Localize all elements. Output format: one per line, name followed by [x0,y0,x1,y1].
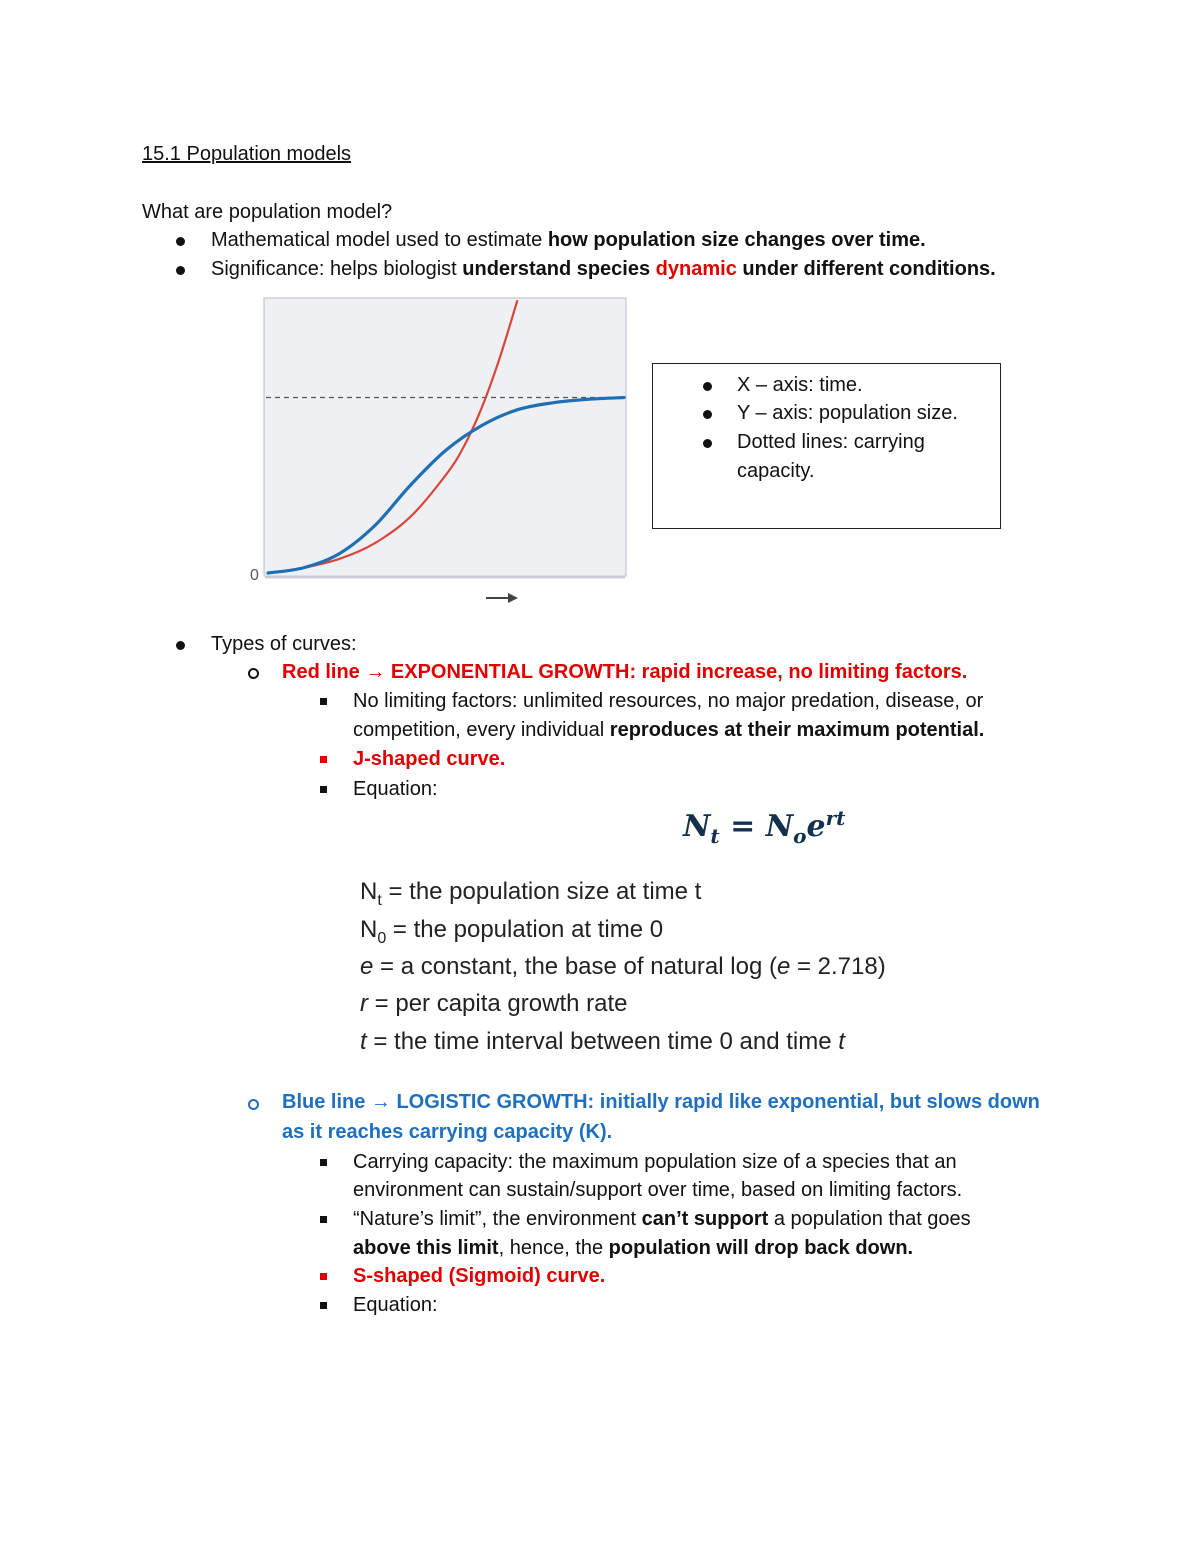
def-sym: t [360,1028,367,1055]
legend-y-axis: Y – axis: population size. [737,402,958,424]
blue-point-2-plain2: a population that goes [768,1208,971,1230]
plot-area [264,298,626,576]
eq-e: e [806,809,826,844]
red-point-1-plain: competition, every individual [353,719,610,741]
square-bullet [320,698,327,705]
eq-exp: rt [825,806,846,830]
square-bullet [320,786,327,793]
eq-lhs-sub: t [710,824,720,848]
bullet-dot [703,382,712,391]
blue-point-2-bold1: can’t support [641,1208,769,1230]
eq-lhs: N [683,809,711,844]
def-text: = the population at time 0 [386,916,664,943]
eq-equals: = [719,809,766,844]
def-text: = the population size at time t [381,878,702,905]
intro-bullet-1-bold: how population size changes over time. [547,229,926,251]
definition-t [360,1028,845,1056]
def-sub: 0 [377,929,387,947]
bullet-dot [176,266,185,275]
arrow-right-icon: → [370,1091,391,1113]
red-point-1-line2 [353,719,984,742]
blue-point-2-line2 [353,1237,913,1260]
j-shaped-label: J-shaped curve. [353,748,506,770]
blue-point-1-line1: Carrying capacity: the maximum population size of a species that an [353,1151,957,1173]
definition-nt [360,878,701,910]
sub-bullet-circle [248,1099,259,1110]
intro-bullet-1-plain: Mathematical model used to estimate [211,229,548,251]
s-shaped-label: S-shaped (Sigmoid) curve. [353,1265,606,1287]
intro-bullet-2-plain: Significance: helps biologist [211,258,463,280]
blue-point-2-plain1: “Nature’s limit”, the environment [353,1208,642,1230]
def-sub: t [377,891,382,909]
arrow-right-icon: → [365,661,386,683]
definition-n0 [360,916,663,948]
bullet-dot [703,439,712,448]
growth-chart [236,293,636,613]
legend-dotted-line-cont: capacity. [737,460,815,482]
bullet-dot [703,410,712,419]
blue-line-text1: LOGISTIC GROWTH: initially rapid like exponential, but slows down [390,1091,1040,1113]
red-point-1-bold: reproduces at their maximum potential. [609,719,985,741]
blue-line-label: Blue line [282,1091,371,1113]
red-line-heading [282,661,967,684]
definition-e [360,953,886,981]
blue-line-heading [282,1091,1040,1114]
bullet-dot [176,237,185,246]
intro-bullet-2-red: dynamic [655,258,737,280]
sub-bullet-circle [248,668,259,679]
intro-bullet-2-bold: understand species [462,258,656,280]
square-bullet [320,1216,327,1223]
blue-point-2-plain3: , hence, the [498,1237,609,1259]
blue-point-1-line2: environment can sustain/support over time, based on limiting factors. [353,1179,963,1201]
square-bullet [320,1159,327,1166]
def-sym: r [360,990,368,1017]
legend-x-axis: X – axis: time. [737,374,863,396]
intro-bullet-1 [211,229,926,252]
def-sym: N [360,878,378,905]
square-bullet [320,1273,327,1280]
def-text: = per capita growth rate [368,990,628,1017]
red-point-1-line1: No limiting factors: unlimited resources, no major predation, disease, or [353,690,984,712]
eq-rhs: N [765,809,794,844]
def-sym2: t [838,1028,845,1055]
x-axis-arrow-icon [486,593,518,603]
exponential-equation [683,806,845,848]
page-title: 15.1 Population models [142,143,352,165]
equation-label: Equation: [353,778,438,800]
types-label: Types of curves: [211,633,357,655]
def-text2: = 2.718) [790,953,886,980]
red-line-text: EXPONENTIAL GROWTH: rapid increase, no limiting factors. [385,661,968,683]
blue-point-2-bold2: above this limit [353,1237,499,1259]
def-sym2: e [776,953,791,980]
red-line-label: Red line [282,661,366,683]
blue-point-2-bold3: population will drop back down. [608,1237,914,1259]
origin-label: 0 [250,567,259,584]
intro-bullet-2-bold2: under different conditions. [736,258,996,280]
blue-line-heading-cont: as it reaches carrying capacity (K). [282,1121,613,1143]
square-bullet [320,756,327,763]
def-text: = the time interval between time 0 and time [366,1028,839,1055]
blue-point-2-line1 [353,1208,971,1231]
def-sym: e [360,953,374,980]
intro-bullet-2 [211,258,996,281]
question-text: What are population model? [142,201,393,223]
eq-rhs-sub: o [793,824,807,848]
definition-r [360,990,627,1018]
equation-label-2: Equation: [353,1294,438,1316]
bullet-dot [176,641,185,650]
legend-dotted-line: Dotted lines: carrying [737,431,925,453]
square-bullet [320,1302,327,1309]
def-sym: N [360,916,378,943]
def-text: = a constant, the base of natural log ( [373,953,777,980]
